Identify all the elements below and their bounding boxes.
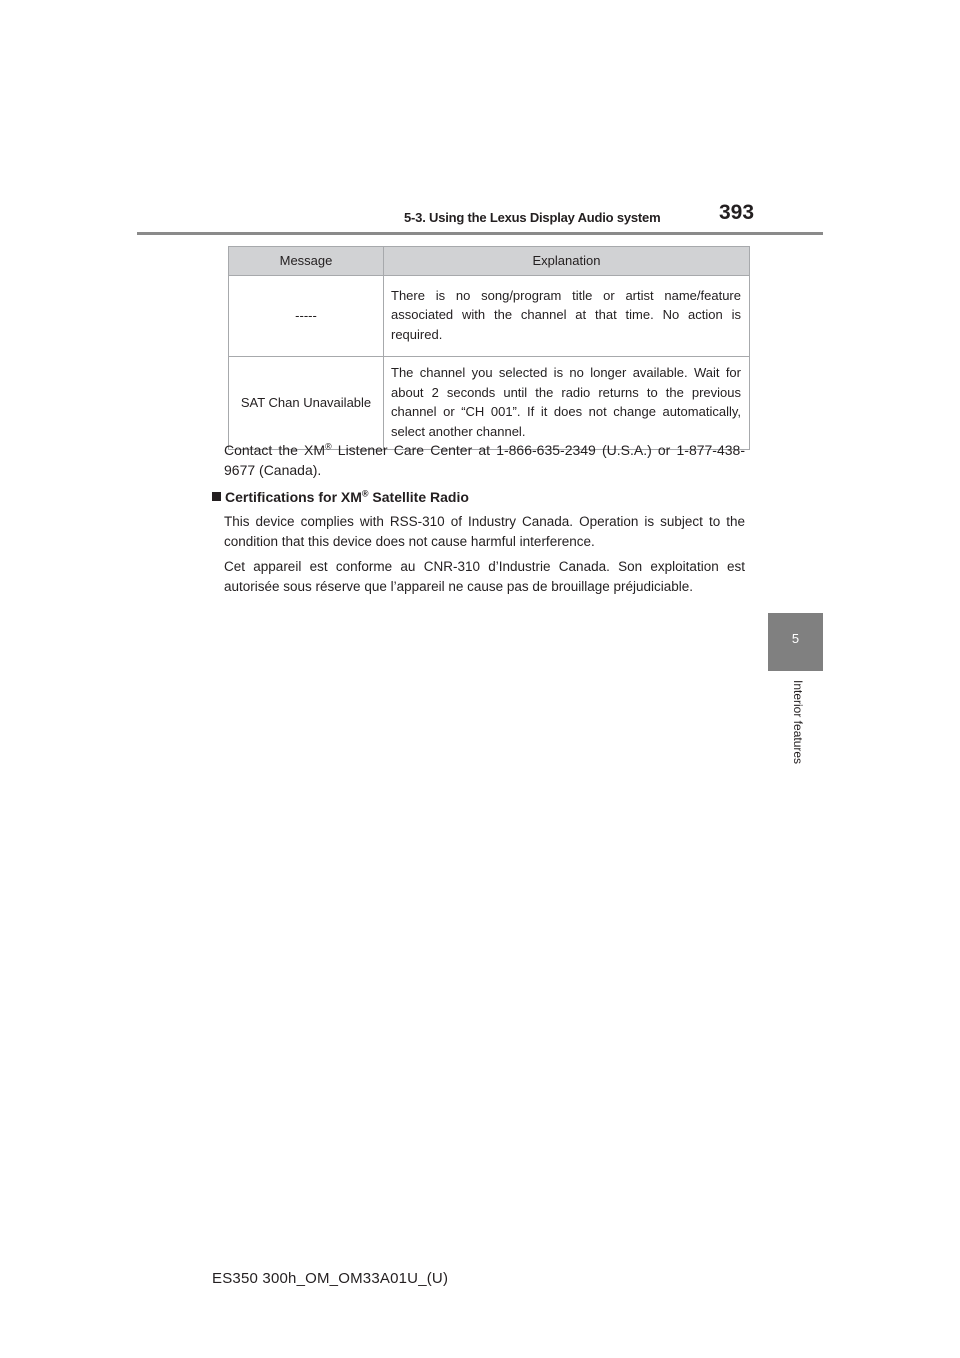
header-divider bbox=[137, 232, 823, 235]
registered-mark: ® bbox=[325, 441, 332, 452]
column-header-message: Message bbox=[229, 247, 384, 276]
section-title: 5-3. Using the Lexus Display Audio system bbox=[404, 210, 661, 225]
square-bullet-icon bbox=[212, 492, 221, 501]
certification-english-paragraph: This device complies with RSS-310 of Industry Canada. Operation is subject to the condition that this device does not cause harmful interference. bbox=[224, 514, 745, 549]
message-cell: SAT Chan Unavailable bbox=[229, 357, 384, 450]
message-cell: ----- bbox=[229, 276, 384, 357]
certifications-heading bbox=[212, 487, 469, 507]
table-row bbox=[229, 357, 750, 450]
registered-mark: ® bbox=[361, 488, 369, 499]
certification-french-paragraph: Cet appareil est conforme au CNR-310 d’Industrie Canada. Son exploitation est autorisée sous réserve que l’appareil ne cause pas de brouillage préjudiciable. bbox=[224, 559, 745, 594]
page-number: 393 bbox=[719, 201, 755, 224]
chapter-tab bbox=[768, 613, 823, 671]
chapter-label: Interior features bbox=[791, 680, 805, 765]
heading-suffix: Satellite Radio bbox=[368, 489, 469, 505]
contact-text-suffix: Listener Care Center at 1-866-635-2349 (U.S.A.) or 1-877-438-9677 (Canada). bbox=[224, 442, 745, 478]
manual-code: ES350 300h_OM_OM33A01U_(U) bbox=[212, 1270, 449, 1287]
contact-paragraph bbox=[224, 440, 745, 480]
explanation-cell: The channel you selected is no longer available. Wait for about 2 seconds until the radio returns to the previous channel or “CH 001”. If it does not change automatically, select another channel. bbox=[384, 357, 750, 450]
column-header-explanation: Explanation bbox=[384, 247, 750, 276]
message-table bbox=[228, 246, 750, 450]
chapter-number: 5 bbox=[791, 631, 800, 646]
table-header-row bbox=[229, 247, 750, 276]
heading-prefix: Certifications for XM bbox=[225, 489, 362, 505]
explanation-cell: There is no song/program title or artist name/feature associated with the channel at that time. No action is required. bbox=[384, 276, 750, 357]
table-row bbox=[229, 276, 750, 357]
contact-text-prefix: Contact the XM bbox=[224, 442, 325, 458]
